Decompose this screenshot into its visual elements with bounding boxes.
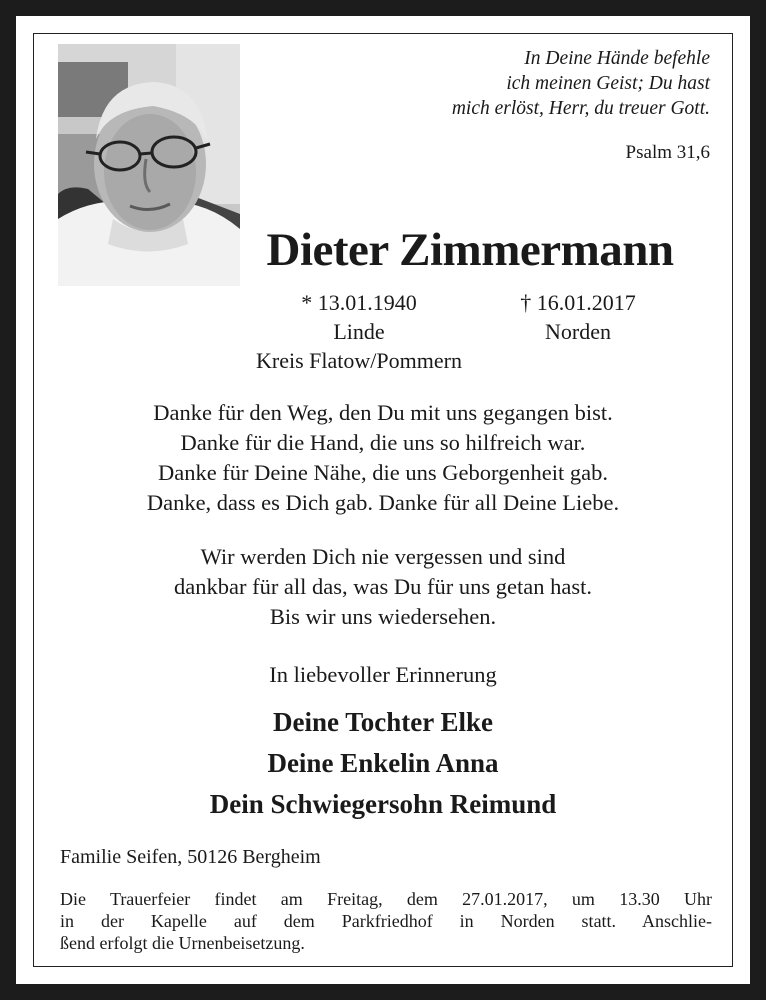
mourner-name: Deine Enkelin Anna — [267, 748, 499, 778]
funeral-line: in der Kapelle auf dem Parkfriedhof in Norden statt. Anschlie- — [60, 911, 712, 931]
mourner-name: Deine Tochter Elke — [272, 707, 493, 737]
deceased-name: Dieter Zimmermann — [266, 224, 674, 276]
death-date: † 16.01.2017 — [520, 290, 636, 315]
poem-line: Danke für den Weg, den Du mit uns gegangen bist. — [153, 400, 613, 425]
verse-line: ich meinen Geist; Du hast — [506, 73, 710, 94]
portrait-photo — [58, 44, 240, 286]
poem-line: Danke, dass es Dich gab. Danke für all Deine Liebe. — [146, 490, 620, 515]
thanks-poem — [40, 398, 726, 518]
verse-line: mich erlöst, Herr, du treuer Gott. — [451, 98, 710, 119]
remembrance-text — [40, 542, 726, 632]
birth-info — [228, 288, 490, 375]
bible-verse — [370, 46, 710, 121]
funeral-line: ßend erfolgt die Urnenbeisetzung. — [60, 933, 305, 953]
birth-place: Linde — [333, 319, 385, 344]
mourner-name: Dein Schwiegersohn Reimund — [209, 789, 557, 819]
death-info — [490, 288, 666, 346]
funeral-notice — [60, 888, 712, 954]
family-address: Familie Seifen, 50126 Bergheim — [60, 846, 321, 868]
poem-line: Danke für Deine Nähe, die uns Geborgenheit gab. — [157, 460, 609, 485]
birth-date: * 13.01.1940 — [301, 290, 417, 315]
verse-reference: Psalm 31,6 — [625, 142, 710, 163]
verse-line: In Deine Hände befehle — [524, 48, 710, 69]
memory-line: In liebevoller Erinnerung — [269, 662, 497, 687]
remembrance-line: Wir werden Dich nie vergessen und sind — [200, 544, 566, 569]
remembrance-line: dankbar für all das, was Du für uns getan hast. — [173, 574, 592, 599]
remembrance-line: Bis wir uns wiedersehen. — [269, 604, 497, 629]
poem-line: Danke für die Hand, die uns so hilfreich war. — [180, 430, 586, 455]
funeral-line: Die Trauerfeier findet am Freitag, dem 27.01.2017, um 13.30 Uhr — [60, 889, 712, 909]
birth-region: Kreis Flatow/Pommern — [256, 348, 462, 373]
death-place: Norden — [545, 319, 611, 344]
mourners-list — [40, 702, 726, 825]
